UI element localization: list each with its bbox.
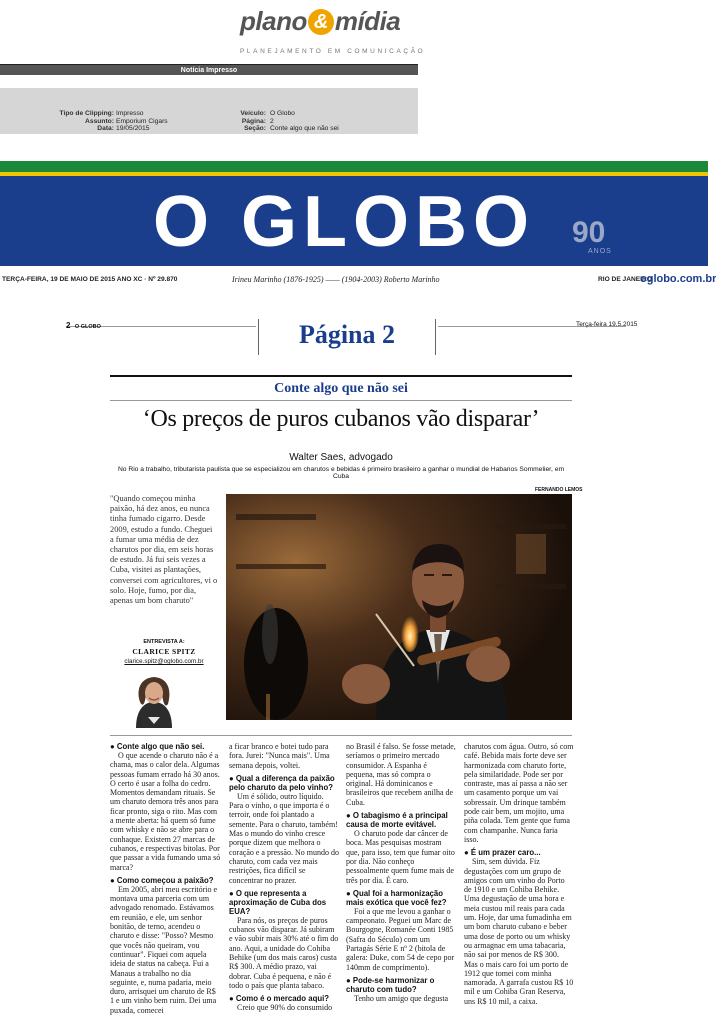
interviewer-avatar bbox=[128, 672, 180, 728]
photo-credit: FERNANDO LEMOS bbox=[535, 487, 583, 493]
body-column-1 bbox=[110, 742, 221, 1015]
interviewer-name: CLARICE SPITZ bbox=[132, 647, 196, 656]
answer: Para nós, os preços de puros cubanos vão disparar. Já subiram e vão subir mais 30% até o fim do ano. Aqui, a unidade do Cohiba Behike (um dos mais caros) custa R$ 300. A médio prazo, vai dobrar. Cuba é pequena, e não é todo o país que planta tabaco. bbox=[229, 915, 339, 990]
body-column-3 bbox=[346, 742, 456, 1003]
question: ● Qual foi a harmonização mais exótica que você fez? bbox=[346, 888, 447, 907]
section-rule bbox=[110, 375, 572, 377]
founders-line: Irineu Marinho (1876-1925) —— (1904-2003) Roberto Marinho bbox=[232, 275, 440, 284]
ampersand-icon: & bbox=[308, 9, 334, 35]
article-photo bbox=[226, 494, 572, 720]
logo-tagline: PLANEJAMENTO EM COMUNICAÇÃO bbox=[240, 48, 426, 55]
dateline bbox=[0, 273, 716, 287]
answer: a ficar branco e botei tudo para fora. Jurei: "Nunca mais". Uma semana depois, voltei. bbox=[229, 742, 330, 770]
byline: Walter Saes, advogado bbox=[289, 452, 393, 463]
kicker-rule bbox=[110, 400, 572, 401]
city-label: RIO DE JANEIRO bbox=[598, 276, 652, 283]
masthead-green-stripe bbox=[0, 161, 708, 172]
interviewer-email[interactable]: clarice.spitz@oglobo.com.br bbox=[124, 658, 204, 665]
answer: Tenho um amigo que degusta bbox=[354, 993, 449, 1003]
site-link[interactable]: oglobo.com.br bbox=[640, 273, 716, 285]
page-date: Terça-feira 19.5.2015 bbox=[576, 321, 638, 328]
answer: O charuto pode dar câncer de boca. Mas pesquisas mostram que, para isso, tem que fumar oito por dia. Não conheço pessoalmente quem fume mais de três por dia. É caro. bbox=[346, 829, 455, 885]
anniversary-label: ANOS bbox=[588, 248, 612, 255]
clipping-values: Impresso Emporium Cigars 19/05/2015 bbox=[116, 110, 168, 133]
section-kicker: Conte algo que não sei bbox=[274, 381, 408, 396]
anniversary-number: 90 bbox=[572, 216, 606, 249]
question: ● O que representa a aproximação de Cuba dos EUA? bbox=[229, 888, 327, 916]
answer: Um é sólido, outro líquido. Para o vinho, o que importa é o terroir, onde foi plantado a semente. Para o charuto, também! Mas o mundo do vinho cresce porque dizem que melhora o coração e a pressão. No mundo do charuto, com cada vez mais restrições, fica difícil se concentrar no prazer. bbox=[229, 791, 339, 885]
clipping-values-2: O Globo 2 Conte algo que não sei bbox=[270, 110, 339, 133]
answer: Foi a que me levou a ganhar o campeonato. Peguei um Marc de Bourgogne, Romanée Conti 1985 (Safra do Século) com um Partagás Série E nº 2 (bitola de galera: Duke, com 54 de cepo por 140mm de comprimento). bbox=[346, 906, 455, 972]
answer: O que acende o charuto não é a chama, mas o calor dela. Algumas pessoas fumam errado há 30 anos. O certo é usar a folha do cedro. Momentos demandam rituais. Se um charuto demora três anos para ficar pronto, siga o rito. Mas com a mente aberta: há quem só fume com whisky e não se abre para o conhaque. Existem 27 marcas de cubanos, e respectivas bitolas. Por que passar a vida fumando uma só marca? bbox=[110, 751, 221, 872]
answer: Sim, sem dúvida. Fiz degustações com um grupo de amigos com um vinho do Porto de 1910 e um Cohiba Behike. Uma degustação de uma hora e meia custou mil reais para cada um. Hoje, dar uma fumadinha em um bom charuto cubano e beber uma dose de porto ou um whisky ou armagnac em uma tabacaria, não sai por menos de R$ 300. Mas o mais caro foi um porto de 1912 que tomei com minha namorada. A garrafa custou R$ 10 mil e um Cohiba Gran Reserva, uns R$ 10 mil, a caixa. bbox=[464, 857, 574, 1006]
question: ● Como começou a paixão? bbox=[110, 875, 214, 885]
body-column-2 bbox=[229, 742, 339, 1013]
answer: charutos com água. Outro, só com café. Bebida mais forte deve ser harmonizada com charuto forte, pela similaridade. Pode ser por contraste, mas aí passa a não ser um casamento porque um vai sobressair. Um drinque também pode cair bem, um mojito, uma piña colada. Tem gente que fuma com champanhe. Nunca faria isso. bbox=[464, 742, 574, 844]
question: ● Como é o mercado aqui? bbox=[229, 994, 330, 1004]
clipping-labels-2: Veículo: Página: Seção: bbox=[240, 110, 266, 133]
question: ● O tabagismo é a principal causa de morte evitável. bbox=[346, 811, 448, 830]
interviewer-label: ENTREVISTA A: bbox=[143, 639, 185, 645]
question: ● Qual a diferença da paixão pelo charuto da pelo vinho? bbox=[229, 773, 335, 792]
issue-date: TERÇA-FEIRA, 19 DE MAIO DE 2015 ANO XC · Nº 29.870 bbox=[2, 276, 178, 283]
answer: Creio que 90% do consumido bbox=[237, 1003, 333, 1013]
body-column-4 bbox=[464, 742, 574, 1006]
page-title: Página 2 bbox=[298, 320, 396, 349]
byline-subtitle: No Rio a trabalho, tributarista paulista que se especializou em charutos e bebidas é primeiro brasileiro a ganhar o mundial de Habanos Sommelier, em Cuba bbox=[117, 466, 565, 480]
question: ● Pode-se harmonizar o charuto com tudo? bbox=[346, 975, 435, 994]
answer: Em 2005, abri meu escritório e montava uma parceria com um advogado renomado. Estávamos em reunião, e ele, um senhor bonitão, de terno, acendeu o charuto e disse: "Posso? Mesmo que vocês não queiram, vou continuar". Fiquei com aquela ideia de status na cabeça. Fui a Manaus a trabalho no dia seguinte, e, numa padaria, meio duro, arrisquei um charuto de R$ 1 e um vinho bem ruim. Dei uma puxada, comecei bbox=[110, 884, 218, 1015]
article-divider bbox=[110, 735, 572, 736]
question: ● Conte algo que não sei. bbox=[110, 742, 205, 751]
answer: no Brasil é falso. Se fosse metade, seríamos o primeiro mercado consumidor. A Espanha é pequena, mas só compra o original. Há dominicanos e brasileiros que recebem anilha de Cuba. bbox=[346, 742, 456, 807]
pull-quote: "Quando começou minha paixão, há dez anos, eu nunca tinha fumado cigarro. Desde 2009, estudo a fundo. Cheguei a fumar uma média de dez charutos por dia, em seis horas de estudo. Já fui seis vezes a Cuba, visitei as plantações, conversei com agricultores, vi o solo. Hoje, fumo, por dia, apenas um bom charuto" bbox=[110, 494, 218, 606]
clipping-bar-title: Notícia Impresso bbox=[0, 64, 418, 75]
plano-e-midia-logo: plano & mídia bbox=[240, 6, 401, 36]
question: ● É um prazer caro... bbox=[464, 848, 541, 858]
newspaper-title: O GLOBO bbox=[153, 182, 535, 262]
headline: ‘Os preços de puros cubanos vão disparar’ bbox=[142, 406, 540, 432]
clipping-labels: Tipo de Clipping: Assunto: Data: bbox=[59, 110, 114, 133]
page-number: 2 O GLOBO bbox=[66, 321, 101, 330]
